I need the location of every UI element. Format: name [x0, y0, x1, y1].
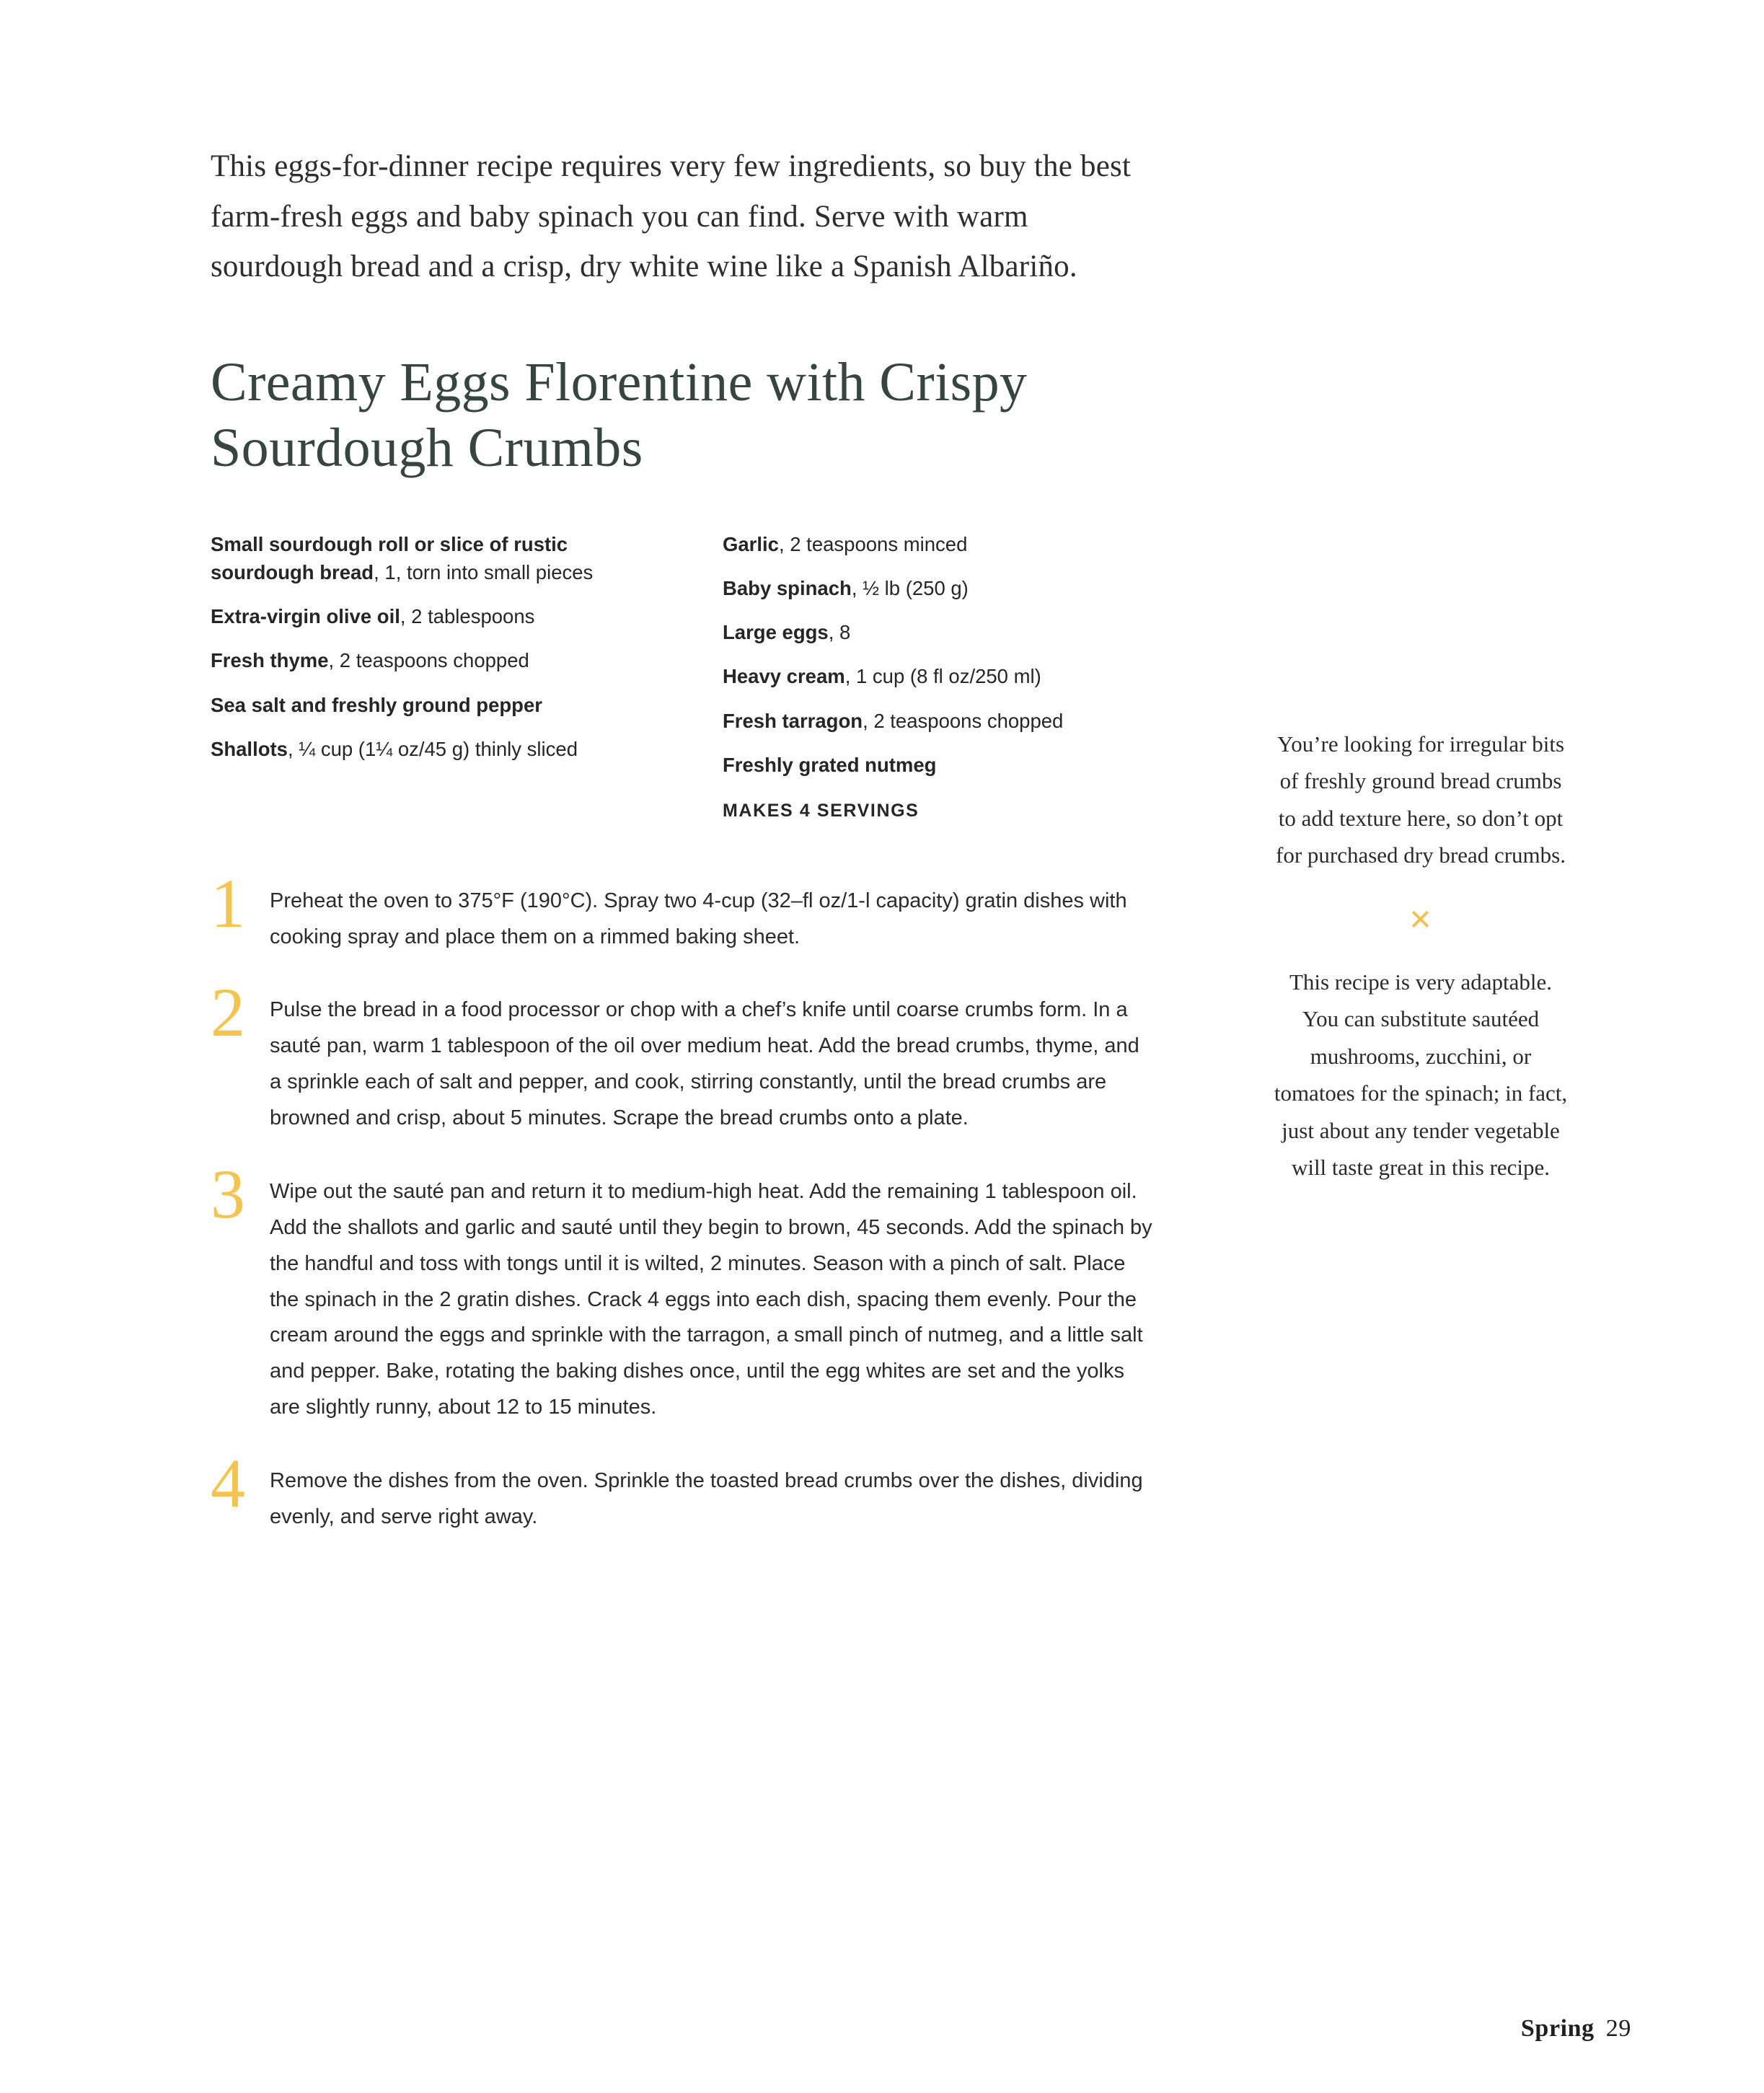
- footer-season-label: Spring: [1520, 2015, 1595, 2042]
- ingredient-item: [211, 530, 658, 586]
- ingredient-detail: , 1 cup (8 fl oz/250 ml): [844, 665, 1041, 688]
- ingredient-name: Fresh thyme: [211, 649, 329, 672]
- ingredient-name: Heavy cream: [723, 665, 845, 688]
- ingredient-item: [723, 618, 1170, 646]
- ingredient-item: [723, 662, 1170, 690]
- step-text: Remove the dishes from the oven. Sprinkle the toasted bread crumbs over the dishes, dividing evenly, and serve right away.: [270, 1469, 1143, 1528]
- servings-label: MAKES 4 SERVINGS: [723, 800, 920, 821]
- ingredient-detail: , ½ lb (250 g): [851, 577, 969, 600]
- ingredient-item: [211, 691, 658, 719]
- ingredient-name: Small sourdough roll or slice of rustic sourdough bread: [211, 533, 568, 584]
- ingredient-name: Large eggs: [723, 621, 829, 644]
- ingredients-section: [211, 530, 1170, 821]
- ingredient-detail: , 1, torn into small pieces: [374, 561, 594, 584]
- step-number: 1: [211, 864, 245, 942]
- ingredient-name: Baby spinach: [723, 577, 852, 600]
- instruction-step: [211, 974, 1155, 1137]
- instruction-step: [211, 1445, 1155, 1535]
- sidebar-notes: [1269, 703, 1572, 1209]
- intro-paragraph: This eggs-for-dinner recipe requires very few ingredients, so buy the best farm-fresh eggs and baby spinach you can find. Serve with warm sourdough bread and a crisp, dry white wine like a Spanish Albariño.: [211, 149, 1132, 284]
- ingredient-item: [723, 530, 1170, 558]
- step-text: Pulse the bread in a food processor or chop with a chef’s knife until coarse crumbs form. In a sauté pan, warm 1 tablespoon of the oil over medium heat. Add the bread crumbs, thyme, and a sprinkle each of salt and pepper, and cook, stirring constantly, until the bread crumbs are browned and crisp, about 5 minutes. Scrape the bread crumbs onto a plate.: [270, 998, 1139, 1129]
- ingredient-item: [211, 646, 658, 674]
- ingredient-detail: , 2 teaspoons minced: [778, 533, 968, 556]
- ingredient-item: [723, 574, 1170, 602]
- ingredient-detail: , 8: [828, 621, 851, 644]
- ingredient-item: [211, 735, 658, 763]
- instruction-step: [211, 864, 1155, 956]
- step-number: 2: [211, 974, 245, 1052]
- page-title: Creamy Eggs Florentine with Crispy Sourdough Crumbs: [211, 351, 1028, 479]
- step-number: 4: [211, 1445, 245, 1522]
- asterisk-ornament-icon: ✕: [1408, 904, 1434, 936]
- ingredient-item: [211, 602, 658, 630]
- footer-page-number: 29: [1605, 2015, 1631, 2042]
- ingredient-detail: , 2 tablespoons: [400, 605, 535, 628]
- ingredient-detail: , 2 teaspoons chopped: [328, 649, 529, 672]
- ingredient-name: Garlic: [723, 533, 779, 556]
- page-footer: [1521, 2015, 1631, 2043]
- ingredient-item: [723, 751, 1170, 779]
- instruction-steps: [211, 864, 1155, 1535]
- sidebar-note-one: You’re looking for irregular bits of freshly ground bread crumbs to add texture here, so don’t opt for purchased dry bread crumbs.: [1276, 731, 1566, 868]
- step-text: Preheat the oven to 375°F (190°C). Spray two 4-cup (32–fl oz/1-l capacity) gratin dishes with cooking spray and place them on a rimmed baking sheet.: [270, 889, 1127, 948]
- ingredient-item: [723, 707, 1170, 735]
- ingredients-column-left: [211, 530, 658, 821]
- ingredient-name: Freshly grated nutmeg: [723, 753, 937, 776]
- instruction-step: [211, 1155, 1155, 1426]
- ingredients-column-right: [723, 530, 1170, 821]
- ingredient-name: Fresh tarragon: [723, 709, 863, 732]
- ingredient-detail: , 2 teaspoons chopped: [863, 709, 1064, 732]
- ingredient-detail: , ¼ cup (1¼ oz/45 g) thinly sliced: [287, 737, 578, 760]
- step-number: 3: [211, 1155, 245, 1233]
- ingredient-name: Shallots: [211, 737, 288, 760]
- main-content-column: [211, 0, 1152, 1573]
- step-text: Wipe out the sauté pan and return it to medium-high heat. Add the remaining 1 tablespoon oil. Add the shallots and garlic and sauté until they begin to brown, 45 seconds. Add the spinach by the handful and toss with tongs until it is wilted, 2 minutes. Season with a pinch of salt. Place the spinach in the 2 gratin dishes. Crack 4 eggs into each dish, spacing them evenly. Pour the cream around the eggs and sprinkle with the tarragon, a small pinch of nutmeg, and a little salt and pepper. Bake, rotating the baking dishes once, until the egg whites are set and the yolks are slightly runny, about 12 to 15 minutes.: [270, 1179, 1152, 1419]
- sidebar-note-two: This recipe is very adaptable. You can substitute sautéed mushrooms, zucchini, or tomatoes for the spinach; in fact, just about any tender vegetable will taste great in this recipe.: [1274, 969, 1568, 1181]
- ingredient-name: Sea salt and freshly ground pepper: [211, 693, 542, 716]
- ingredient-name: Extra-virgin olive oil: [211, 605, 400, 628]
